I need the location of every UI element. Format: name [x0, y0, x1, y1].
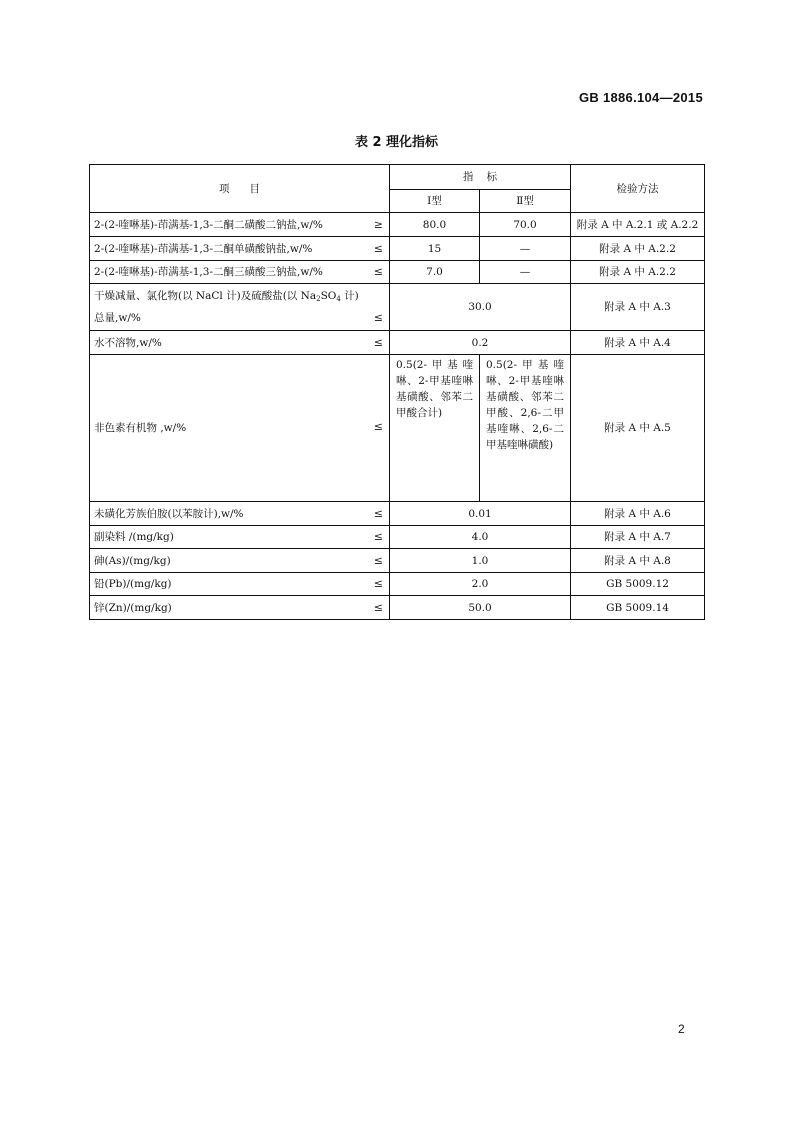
row-type2: 70.0: [480, 213, 571, 237]
row-method: 附录 A 中 A.4: [571, 331, 705, 355]
row-item-cell: [90, 237, 390, 261]
row-relation: ≤: [373, 601, 383, 614]
table-row: [90, 596, 705, 620]
table-row: [90, 573, 705, 596]
row-item: 2-(2-喹啉基)-茚满基-1,3-二酮二磺酸二钠盐,w/%: [94, 218, 323, 231]
table-title: 表 2 理化指标: [354, 135, 439, 150]
row-method: GB 5009.14: [571, 596, 705, 620]
row-relation: ≤: [373, 530, 383, 543]
row-item: 非色素有机物 ,w/%: [94, 422, 187, 434]
row-item-cell: [90, 549, 390, 573]
table-row: [90, 502, 705, 526]
page-number: 2: [678, 1022, 685, 1036]
row-method: GB 5009.12: [571, 573, 705, 596]
row-type1: 15: [390, 237, 480, 261]
row-item-cell: [90, 596, 390, 620]
specification-table: [89, 164, 705, 620]
row-item: 锌(Zn)/(mg/kg): [94, 601, 172, 614]
row-type2: —: [480, 237, 571, 261]
row-relation: ≥: [373, 218, 383, 231]
row-item: 2-(2-喹啉基)-茚满基-1,3-二酮三磺酸三钠盐,w/%: [94, 266, 323, 278]
standard-code: GB 1886.104—2015: [578, 90, 703, 105]
row-item-cell: [90, 261, 390, 284]
table-row: [90, 237, 705, 261]
row-relation: ≤: [373, 577, 383, 590]
row-item-cell: [90, 502, 390, 526]
header-type1: Ⅰ型: [390, 190, 480, 213]
table-row: [90, 284, 705, 331]
row-type1: 7.0: [390, 261, 480, 284]
row-relation: ≤: [373, 420, 383, 433]
row-value: 0.01: [390, 502, 571, 526]
row-item: 副染料 /(mg/kg): [94, 531, 174, 543]
row-item: 水不溶物,w/%: [94, 336, 162, 349]
row-value: 30.0: [390, 284, 571, 331]
row-relation: ≤: [373, 311, 383, 324]
row-value: 4.0: [390, 526, 571, 549]
row-relation: ≤: [373, 554, 383, 567]
row-relation: ≤: [373, 242, 383, 255]
header-index: 指 标: [390, 165, 571, 190]
row-item: 2-(2-喹啉基)-茚满基-1,3-二酮单磺酸钠盐,w/%: [94, 242, 313, 255]
header-type2: Ⅱ型: [480, 190, 571, 213]
row-method: 附录 A 中 A.6: [571, 502, 705, 526]
table-row: [90, 355, 705, 502]
row-type2: 0.5(2-甲基喹啉、2-甲基喹啉基磺酸、邻苯二甲酸、2,6-二甲基喹啉、2,6-二甲基喹啉磺酸): [480, 355, 571, 502]
row-value: 2.0: [390, 573, 571, 596]
row-method: 附录 A 中 A.2.1 或 A.2.2: [571, 213, 705, 237]
row-item: 铅(Pb)/(mg/kg): [94, 578, 172, 590]
row-method: 附录 A 中 A.2.2: [571, 261, 705, 284]
row-item: 干燥减量、氯化物(以 NaCl 计)及硫酸盐(以 $Na_2SO_4$ 计): [94, 289, 359, 303]
table-row: [90, 526, 705, 549]
row-item: 未磺化芳族伯胺(以苯胺计),w/%: [94, 507, 244, 520]
table-row: [90, 331, 705, 355]
row-item-cell: [90, 213, 390, 237]
row-item-line2: 总量,w/%: [94, 311, 141, 324]
header-method: 检验方法: [571, 165, 705, 213]
row-item-cell: [90, 355, 390, 502]
table-row: [90, 549, 705, 573]
row-method: 附录 A 中 A.8: [571, 549, 705, 573]
row-item-cell: [90, 573, 390, 596]
row-method: 附录 A 中 A.5: [571, 355, 705, 502]
row-relation: ≤: [373, 265, 383, 278]
row-value: 1.0: [390, 549, 571, 573]
row-item-cell: [90, 331, 390, 355]
row-method: 附录 A 中 A.2.2: [571, 237, 705, 261]
table-row: [90, 213, 705, 237]
row-method: 附录 A 中 A.7: [571, 526, 705, 549]
table-row: [90, 261, 705, 284]
header-item: 项 目: [90, 165, 390, 213]
row-relation: ≤: [373, 507, 383, 520]
row-method: 附录 A 中 A.3: [571, 284, 705, 331]
row-item-cell: [90, 526, 390, 549]
row-type2: —: [480, 261, 571, 284]
row-item-cell: [90, 284, 390, 331]
row-type1: 0.5(2-甲基喹啉、2-甲基喹啉基磺酸、邻苯二甲酸合计): [390, 355, 480, 502]
row-value: 0.2: [390, 331, 571, 355]
row-relation: ≤: [373, 336, 383, 349]
row-value: 50.0: [390, 596, 571, 620]
row-type1: 80.0: [390, 213, 480, 237]
row-item: 砷(As)/(mg/kg): [94, 554, 171, 567]
